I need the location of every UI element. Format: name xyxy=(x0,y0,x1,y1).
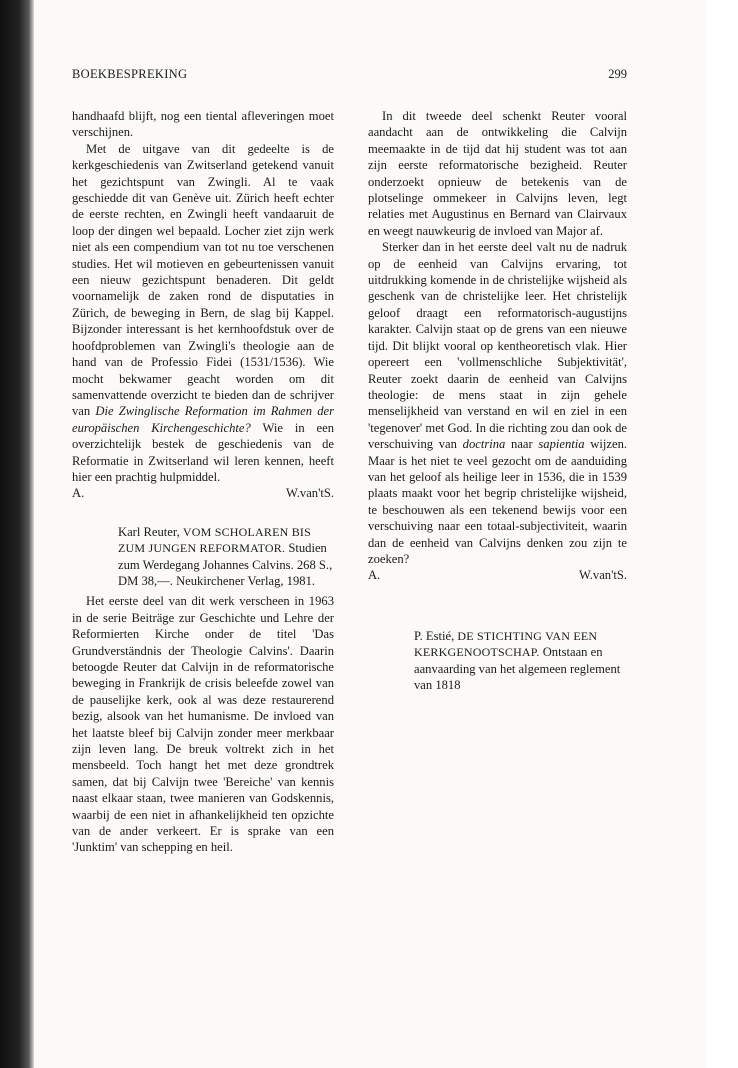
review2-text-b: wijzen. Maar is het niet te veel gezocht om de aanduiding van het geloof als heilige leer in 1536, die in 1539 plaats maakt voor het begrip christelijke wijsheid, te beschouwen als een tekenend bewijs voor een verschuiving naar een totaal-subjectiviteit, waarin dan de eenheid van Calvijns denken zou zijn te zoeken? xyxy=(368,437,628,566)
review2-title: VOM SCHOLAREN BIS ZUM JUNGEN REFORMATOR. xyxy=(118,524,311,556)
review2-text-a: Sterker dan in het eerste deel valt nu de nadruk op de eenheid van Calvijns ervaring, tot uitdrukking komende in de christelijke wijsheid als geschenk van de christelijke leer. Het christelijk geloof draagt een reformatorisch-augustijns karakter. Calvijn staat op de grens van een nieuwe tijd. Dit blijkt vooral op kentheoretisch vlak. Hier opereert een 'vollmenschliche Subjektivität', Reuter zoekt daarin de eenheid van Calvijns theologie: de mens staat in zijn gehele menselijkheid van verstand en wil en ziel in een 'tegenover' met God. In die richting zou dan ook de verschuiving van xyxy=(368,240,627,452)
review2-sapientia: sapientia xyxy=(538,437,585,452)
review2-doctrina: doctrina xyxy=(462,437,506,452)
review2-paragraph-2: In dit tweede deel schenkt Reuter vooral aandacht aan de ontwikkeling die Calvijn meemaakte in de tijd dat hij student was tot aan zijn eerste reformatorische bezigheid. Reuter onderzoekt opnieuw de betekenis van de plotselinge ommekeer in Calvijns leven, legt relaties met Augustinus en Bernard van Clairvaux en weegt nauwkeurig de invloed van Major af. xyxy=(368,109,627,238)
review3-publication: Ontstaan en aanvaarding van het algemeen reglement van 1818 xyxy=(414,645,621,692)
review1-text-a: Met de uitgave van dit gedeelte is de kerkgeschiedenis van Zwitserland getekend vanuit het gezichtspunt van Zwingli. Al te vaak geschiedde dit van Genève uit. Zürich heeft echter de eerste rechten, en Zwingli heeft vandaaruit de loop der dingen wel bepaald. Locher ziet zijn werk niet als een compendium van tot nu toe verschenen studies. Het wil motieven en gebeurtenissen vanuit een nieuw gezichtspunt benaderen. Dit geldt voornamelijk de zaken rond de disputaties in Zürich, de beweging in Bern, de slag bij Kappel. Bijzonder interessant is het kernhoofdstuk over de hoofdproblemen van Zwingli's theologie aan de hand van de Professio Fidei (1531/1536). Wie mocht bekwamer geacht worden om dit samenvattende overzicht te bieden dan de schrijver van xyxy=(72,141,334,419)
review1-paragraph xyxy=(72,141,334,486)
review2-signature-left: A. xyxy=(368,568,381,583)
review2-naar: naar xyxy=(511,437,533,452)
review1-signature-left: A. xyxy=(72,486,85,501)
page-number: 299 xyxy=(608,67,627,81)
review2-paragraph-1: Het eerste deel van dit werk verscheen in 1963 in de serie Beiträge zur Geschichte und Lehre der Reformierten Kirche onder de titel 'Das Grundverständnis der Theologie Calvins'. Daarin betoogde Reuter dat Calvijn in de reformatorische beweging in Frankrijk de crisis beleefde zowel van de pauselijke kerk, ook al was deze restaurerend bezig, alsook van het humanisme. De invloed van het laatste bleef bij Calvijn zonder meer merkbaar zijn leven lang. De breuk voltrekt zich in het mensbeeld. Toch hangt het met deze grondtrek samen, dat bij Calvijn twee 'Bereiche' van kennis naast elkaar staan, twee manieren van Godskennis, waarbij de een niet in afhankelijkheid ten opzichte van de ander verkeert. Er is sprake van een 'Junktim' van schepping en heil. xyxy=(72,594,334,855)
left-column xyxy=(72,108,334,856)
review2-author: Karl Reuter, xyxy=(118,524,180,539)
book-spine-shadow xyxy=(0,0,34,1068)
review1-continuation: handhaafd blijft, nog een tiental afleveringen moet verschijnen. xyxy=(72,109,334,140)
review1-italic-title: Die Zwinglische Reformation im Rahmen der europäischen Kirchengeschichte? xyxy=(72,404,334,435)
review3-author: P. Estié, xyxy=(414,628,455,643)
review1-signature-right: W.van'tS. xyxy=(286,486,334,501)
review2-bibliography xyxy=(72,524,334,590)
running-head: BOEKBESPREKING xyxy=(72,67,188,81)
review2-publication: Studien zum Werdegang Johannes Calvins. 268 S., DM 38,—. Neukirchener Verlag, 1981. xyxy=(118,541,333,588)
page-header xyxy=(72,66,627,84)
review3-bibliography xyxy=(368,628,627,694)
review2-signature-right: W.van'tS. xyxy=(579,568,627,583)
review1-signature xyxy=(72,485,334,501)
review3-title: DE STICHTING VAN EEN KERKGENOOTSCHAP. xyxy=(414,628,598,660)
review2-paragraph-3 xyxy=(368,239,627,567)
review2-signature xyxy=(368,567,627,583)
review1-text-b: Wie in een overzichtelijk bestek de geschiedenis van de Reformatie in Zwitserland wil leren kennen, heeft hier een prachtig hulpmiddel. xyxy=(72,420,334,484)
right-column-flow xyxy=(368,108,627,697)
